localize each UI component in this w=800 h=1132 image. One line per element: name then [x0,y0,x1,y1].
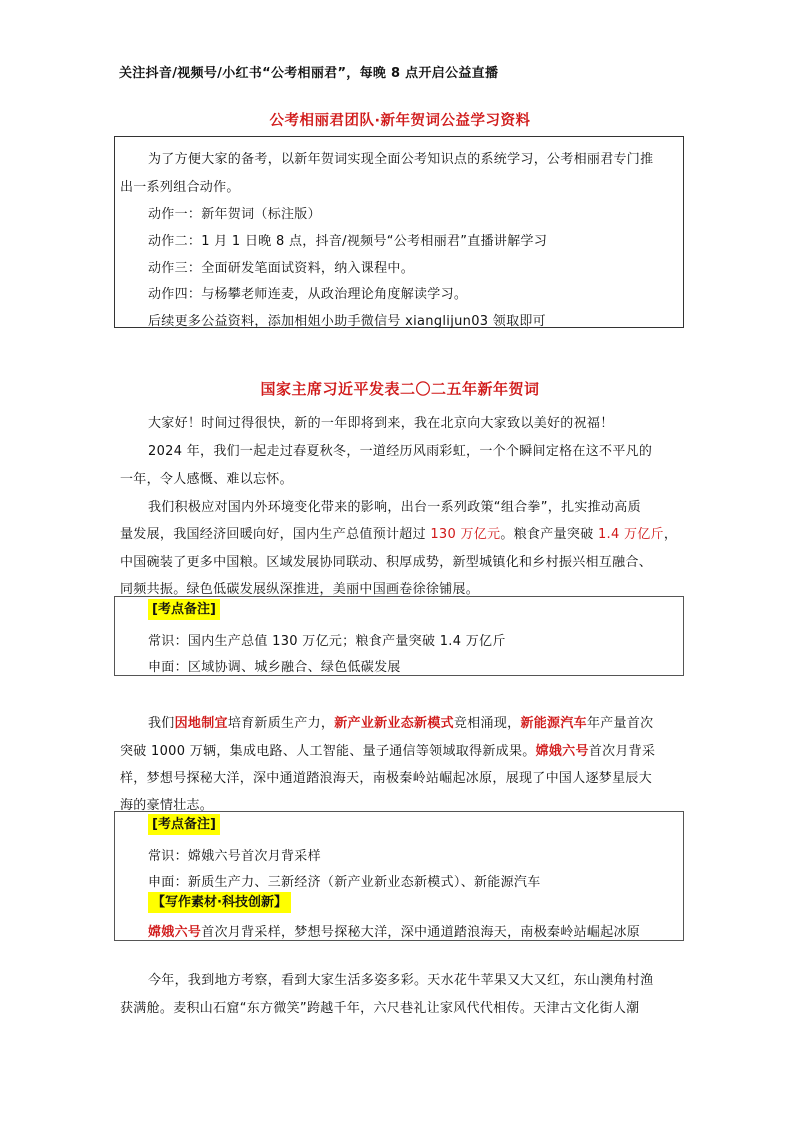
speech-paragraph-2-line-1: 2024 年，我们一起走过春夏秋冬，一道经历风雨彩虹，一个个瞬间定格在这不平凡的 [148,444,653,459]
intro-line-5: 动作三：全面研发笔面试资料，纳入课程中。 [148,261,415,276]
intro-line-2: 出一系列组合动作。 [120,180,240,195]
text-segment: 竞相涌现， [453,716,521,731]
speech-paragraph-4-line-3: 样，梦想号探秘大洋，深中通道踏浪海天，南极秦岭站崛起冰原，展现了中国人逐梦星辰大 [120,771,653,786]
speech-paragraph-3-line-2 [120,523,677,542]
speech-paragraph-4-line-1 [148,712,653,731]
intro-line-6: 动作四：与杨攀老师连麦，从政治理论角度解读学习。 [148,287,468,302]
exam-note-2-line-2: 申面：新质生产力、三新经济（新产业新业态新模式）、新能源汽车 [148,875,541,890]
exam-note-tag-1: [考点备注] [148,599,220,620]
speech-paragraph-3-line-1: 我们积极应对国内外环境变化带来的影响，出台一系列政策“组合拳”，扎实推动高质 [148,500,641,515]
exam-note-1-line-1: 常识：国内生产总值 130 万亿元；粮食产量突破 1.4 万亿斤 [148,634,506,649]
speech-paragraph-5-line-1: 今年，我到地方考察，看到大家生活多姿多彩。天水花牛苹果又大又红，东山澳角村渔 [148,973,654,988]
text-segment: 量发展，我国经济回暖向好，国内生产总值预计超过 [120,527,431,542]
speech-title: 国家主席习近平发表二〇二五年新年贺词 [260,380,540,398]
exam-note-tag-2: [考点备注] [148,814,220,835]
text-segment: 首次月背采样，梦想号探秘大洋，深中通道踏浪海天，南极秦岭站崛起冰原 [201,925,641,940]
exam-note-2-line-3 [148,921,640,940]
keyword-highlight: 新能源汽车 [520,716,587,731]
intro-title: 公考相丽君团队·新年贺词公益学习资料 [269,113,531,129]
text-segment: 突破 1000 万辆，集成电路、人工智能、量子通信等领域取得新成果。 [120,744,536,759]
keyword-highlight: 嫦娥六号 [535,744,589,759]
intro-line-3: 动作一：新年贺词（标注版） [148,207,321,222]
text-segment: 年产量首次 [586,716,654,731]
speech-paragraph-3-line-4: 同频共振。绿色低碳发展纵深推进，美丽中国画卷徐徐铺展。 [120,582,480,597]
speech-paragraph-4-line-2 [120,740,655,759]
speech-paragraph-1: 大家好！时间过得很快，新的一年即将到来，我在北京向大家致以美好的祝福！ [148,416,614,431]
writing-material-tag: 【写作素材·科技创新】 [148,892,291,913]
exam-note-2-line-1: 常识：嫦娥六号首次月背采样 [148,849,321,864]
intro-line-4: 动作二：1 月 1 日晚 8 点，抖音/视频号“公考相丽君”直播讲解学习 [148,234,548,249]
text-segment: 培育新质生产力， [227,716,335,731]
intro-line-7: 后续更多公益资料，添加相姐小助手微信号 xianglijun03 领取即可 [148,314,546,329]
text-segment: 我们 [148,716,175,731]
grain-highlight: 1.4 万亿斤 [597,527,664,542]
keyword-highlight: 新产业新业态新模式 [334,716,454,731]
speech-paragraph-3-line-3: 中国碗装了更多中国粮。区域发展协同联动、积厚成势，新型城镇化和乡村振兴相互融合、 [120,555,653,570]
speech-paragraph-4-line-4: 海的豪情壮志。 [120,798,214,813]
keyword-highlight: 因地制宜 [174,716,228,731]
header-notice: 关注抖音/视频号/小红书“公考相丽君”，每晚 8 点开启公益直播 [119,66,499,81]
text-segment: ， [663,527,678,542]
speech-paragraph-2-line-2: 一年，令人感慨、难以忘怀。 [120,472,293,487]
gdp-highlight: 130 万亿元 [430,527,501,542]
intro-line-1: 为了方便大家的备考，以新年贺词实现全面公考知识点的系统学习，公考相丽君专门推 [148,152,654,167]
text-segment: 首次月背采 [588,744,656,759]
exam-note-1-line-2: 申面：区域协调、城乡融合、绿色低碳发展 [148,660,401,675]
text-segment: 。粮食产量突破 [500,527,598,542]
speech-paragraph-5-line-2: 获满舱。麦积山石窟“东方微笑”跨越千年，六尺巷礼让家风代代相传。天津古文化街人潮 [120,1001,640,1016]
keyword-highlight: 嫦娥六号 [148,925,202,940]
